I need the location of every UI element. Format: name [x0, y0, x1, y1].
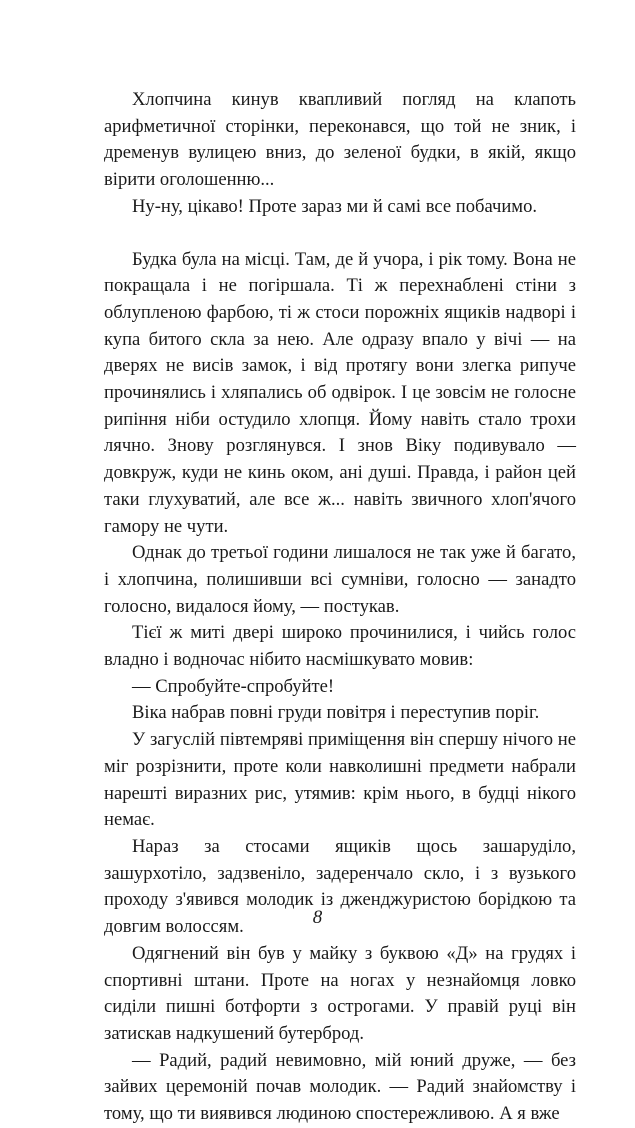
paragraph-8: У загуслій півтемряві приміщення він спершу нічого не міг розрізнити, проте коли навколишні предмети набрали нарешті виразних рис, утямив: крім нього, в будці нікого немає. [104, 729, 576, 831]
paragraph-7: Віка набрав повні груди повітря і переступив поріг. [132, 702, 540, 724]
paragraph-10: Одягнений він був у майку з буквою «Д» на грудях і спортивні штани. Проте на ногах у незнайомця ловко сиділи пишні ботфорти з острогами. У правій руці він затискав надкушений бутерброд. [104, 942, 576, 1044]
paragraph-11: — Радий, радий невимовно, мій юний друже, — без зайвих церемоній почав молодик. — Радий знайомству і тому, що ти виявився людиною спостережливою. А я вже [104, 1049, 576, 1125]
paragraph-6: — Спробуйте-спробуйте! [132, 675, 335, 697]
book-page-text [104, 87, 576, 1128]
paragraph-1: Хлопчина кинув квапливий погляд на клапоть арифметичної сторінки, переконався, що той не зник, і дременув вулицею вниз, до зеленої будки, в якій, якщо вірити оголошенню... [104, 89, 576, 191]
paragraph-9: Нараз за стосами ящиків щось зашаруділо, зашурхотіло, задзвеніло, задеренчало скло, і з вузького проходу з'явився молодик із дженджуристою борідкою та довгим волоссям. [104, 835, 576, 938]
page-number: 8 [312, 907, 323, 928]
section-break [104, 221, 576, 247]
paragraph-3: Будка була на місці. Там, де й учора, і рік тому. Вона не покращала і не погіршала. Ті ж перехнаблені стіни з облупленою фарбою, ті ж стоси порожніх ящиків надворі і купа битого скла за нею. Але одразу впало у вічі — на дверях не висів замок, і від протягу вони злегка рипуче прочинялись і хляпались об одвірок. І це зовсім не голосне рипіння ніби остудило хлопця. Йому навіть стало трохи лячно. Знову розглянувся. І знов Віку подивувало — довкруж, куди не кинь оком, ані душі. Правда, і район цей таки глухуватий, але все ж... навіть звичного хлоп'ячого гамору не чути. [104, 248, 576, 537]
paragraph-5: Тієї ж миті двері широко прочинилися, і чийсь голос владно і водночас нібито насмішкувато мовив: [104, 622, 576, 671]
paragraph-2: Ну-ну, цікаво! Проте зараз ми й самі все побачимо. [132, 195, 538, 217]
paragraph-4: Однак до третьої години лишалося не так уже й багато, і хлопчина, полишивши всі сумніви, голосно — занадто голосно, видалося йому, — постукав. [104, 542, 576, 617]
